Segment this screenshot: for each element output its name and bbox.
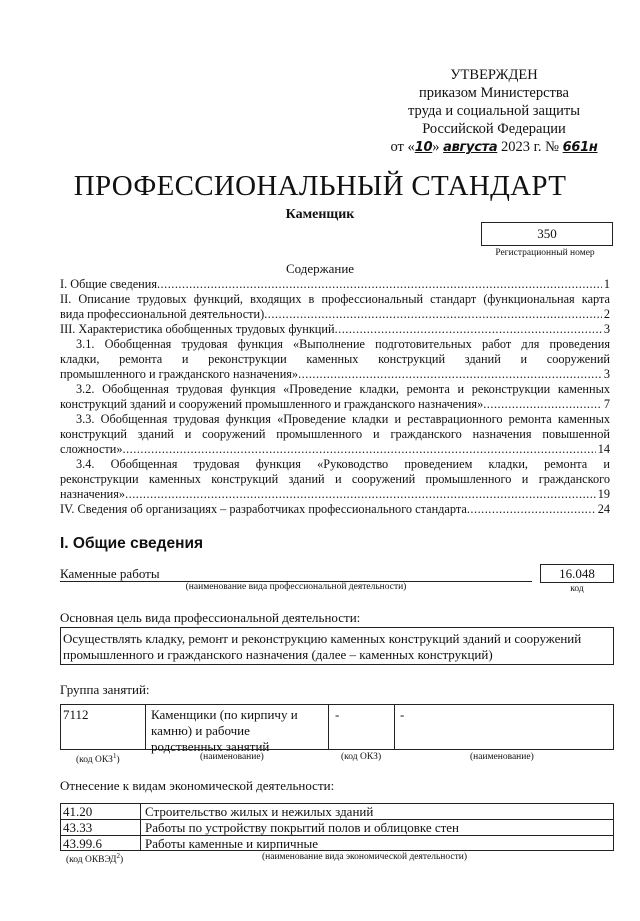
approval-line-4: Российской Федерации (422, 121, 566, 137)
toc-item-3-1[interactable] (60, 337, 610, 383)
toc-page: 19 (597, 487, 610, 502)
registration-number-label: Регистрационный номер (495, 248, 595, 258)
year-text: 2023 г. № (500, 139, 559, 155)
activity-caption: (наименование вида профессиональной деятельности) (185, 582, 407, 592)
approval-line-2: приказом Министерства (419, 85, 569, 101)
toc-text: 3.4. Обобщенная трудовая функция «Руководство проведением кладки, ремонта и (76, 457, 610, 471)
toc-text: вида профессиональной деятельности) (60, 307, 265, 322)
toc-page: 1 (603, 277, 610, 291)
okved-name: Строительство жилых и нежилых зданий (145, 804, 374, 819)
okved-code: 43.33 (63, 820, 93, 835)
okved-name: Работы по устройству покрытий полов и облицовке стен (145, 820, 460, 835)
toc-text: конструкций зданий и сооружений промышленного и гражданского назначения повышенной (60, 427, 610, 442)
okz-code-caption-1 (76, 752, 120, 765)
toc-leader (298, 367, 602, 382)
approval-date-line (378, 138, 610, 157)
toc-text: I. Общие сведения (60, 277, 157, 291)
goal-text-line-1: Осуществлять кладку, ремонт и реконструкцию каменных конструкций зданий и сооружений (63, 631, 582, 646)
goal-text-line-2: промышленного и гражданского назначения (далее – каменных конструкций) (63, 647, 493, 662)
goal-box (60, 627, 614, 665)
toc-leader (335, 322, 602, 337)
toc-text: сложности» (60, 442, 123, 457)
okved-code-caption (66, 852, 123, 865)
toc-page: 7 (603, 397, 610, 412)
handwritten-month: августа (443, 140, 498, 155)
okved-code: 43.99.6 (63, 836, 102, 851)
approval-block (378, 66, 610, 157)
handwritten-day: 10 (414, 140, 433, 155)
footnote-mark: 2 (116, 852, 120, 860)
toc-item-3-3[interactable] (60, 412, 610, 458)
date-prefix: от « (390, 139, 415, 155)
activity-code-box: 16.048 (540, 564, 614, 583)
toc-text: 3.2. Обобщенная трудовая функция «Проведение кладки, ремонта и реконструкции каменных (76, 382, 610, 396)
toc-item-2[interactable] (60, 292, 610, 322)
toc-item-3-4[interactable] (60, 457, 610, 503)
toc-text: назначения» (60, 487, 126, 502)
toc-text: реконструкции каменных конструкций зданий и сооружений промышленного и гражданского (60, 472, 610, 487)
toc-page: 2 (603, 307, 610, 322)
okz-name-2: - (400, 707, 405, 722)
okz-name-1-line: родственных занятий (151, 739, 270, 754)
toc-text: кладки, ремонта и реконструкции каменных конструкций зданий и сооружений (60, 352, 610, 367)
table-divider (140, 803, 141, 851)
document-subtitle: Каменщик (285, 207, 355, 222)
toc-item-3[interactable] (60, 322, 610, 337)
day-suffix: » (432, 139, 440, 155)
okz-name-caption-2: (наименование) (470, 752, 534, 762)
toc-leader (483, 397, 602, 412)
toc-leader (467, 502, 596, 517)
toc-text: III. Характеристика обобщенных трудовых функций (60, 322, 335, 336)
activity-name: Каменные работы (60, 566, 160, 581)
toc-item-4[interactable] (60, 502, 610, 517)
okz-name-1-line: Каменщики (по кирпичу и (151, 707, 298, 722)
okz-name-1-line: камню) и рабочие (151, 723, 250, 738)
toc-item-3-2[interactable] (60, 382, 610, 412)
okz-code-1: 7112 (63, 707, 89, 722)
section-heading: I. Общие сведения (60, 535, 204, 552)
toc-text: конструкций зданий и сооружений промышленного и гражданского назначения» (60, 397, 484, 412)
toc-text: промышленного и гражданского назначения» (60, 367, 299, 382)
registration-number-box: 350 (481, 222, 613, 246)
okz-name-caption-1: (наименование) (200, 752, 264, 762)
okved-code: 41.20 (63, 804, 93, 819)
toc-page: 24 (597, 502, 610, 516)
toc-item-1[interactable] (60, 277, 610, 292)
approval-title: УТВЕРЖДЕН (450, 67, 538, 83)
caption-text: ) (116, 755, 120, 766)
toc-page: 3 (603, 322, 610, 336)
toc-leader (123, 442, 596, 457)
okz-code-2: - (335, 707, 340, 722)
toc-page: 3 (603, 367, 610, 382)
toc-text: 3.1. Обобщенная трудовая функция «Выполнение подготовительных работ для проведения (76, 337, 610, 351)
toc-page: 14 (597, 442, 610, 457)
okved-name-caption: (наименование вида экономической деятельности) (262, 852, 467, 862)
toc-leader (125, 487, 596, 502)
footnote-mark: 1 (112, 752, 117, 760)
goal-label: Основная цель вида профессиональной деятельности: (60, 610, 361, 625)
okz-code-caption-2: (код ОКЗ) (341, 752, 382, 762)
okz-name-1 (151, 707, 298, 755)
approval-line-3: труда и социальной защиты (408, 103, 580, 119)
toc-leader (157, 277, 602, 292)
table-divider (394, 704, 395, 750)
caption-text: ) (119, 855, 124, 866)
toc-leader (264, 307, 602, 322)
toc-text: II. Описание трудовых функций, входящих в профессиональный стандарт (функциональная карта (60, 292, 610, 306)
table-divider (328, 704, 329, 750)
okved-name: Работы каменные и кирпичные (145, 836, 319, 851)
group-label: Группа занятий: (60, 682, 150, 697)
caption-text: (код ОКВЭД (66, 855, 117, 866)
table-divider (145, 704, 146, 750)
toc-text: 3.3. Обобщенная трудовая функция «Проведение кладки и реставрационного ремонта каменных (76, 412, 610, 426)
econ-label: Отнесение к видам экономической деятельности: (60, 778, 335, 793)
caption-text: (код ОКЗ (76, 755, 113, 766)
contents-heading: Содержание (285, 261, 355, 276)
toc-text: IV. Сведения об организациях – разработчиках профессионального стандарта (60, 502, 467, 516)
code-caption: код (570, 584, 584, 594)
document-title: ПРОФЕССИОНАЛЬНЫЙ СТАНДАРТ (73, 170, 567, 202)
handwritten-number: 661н (562, 140, 598, 155)
